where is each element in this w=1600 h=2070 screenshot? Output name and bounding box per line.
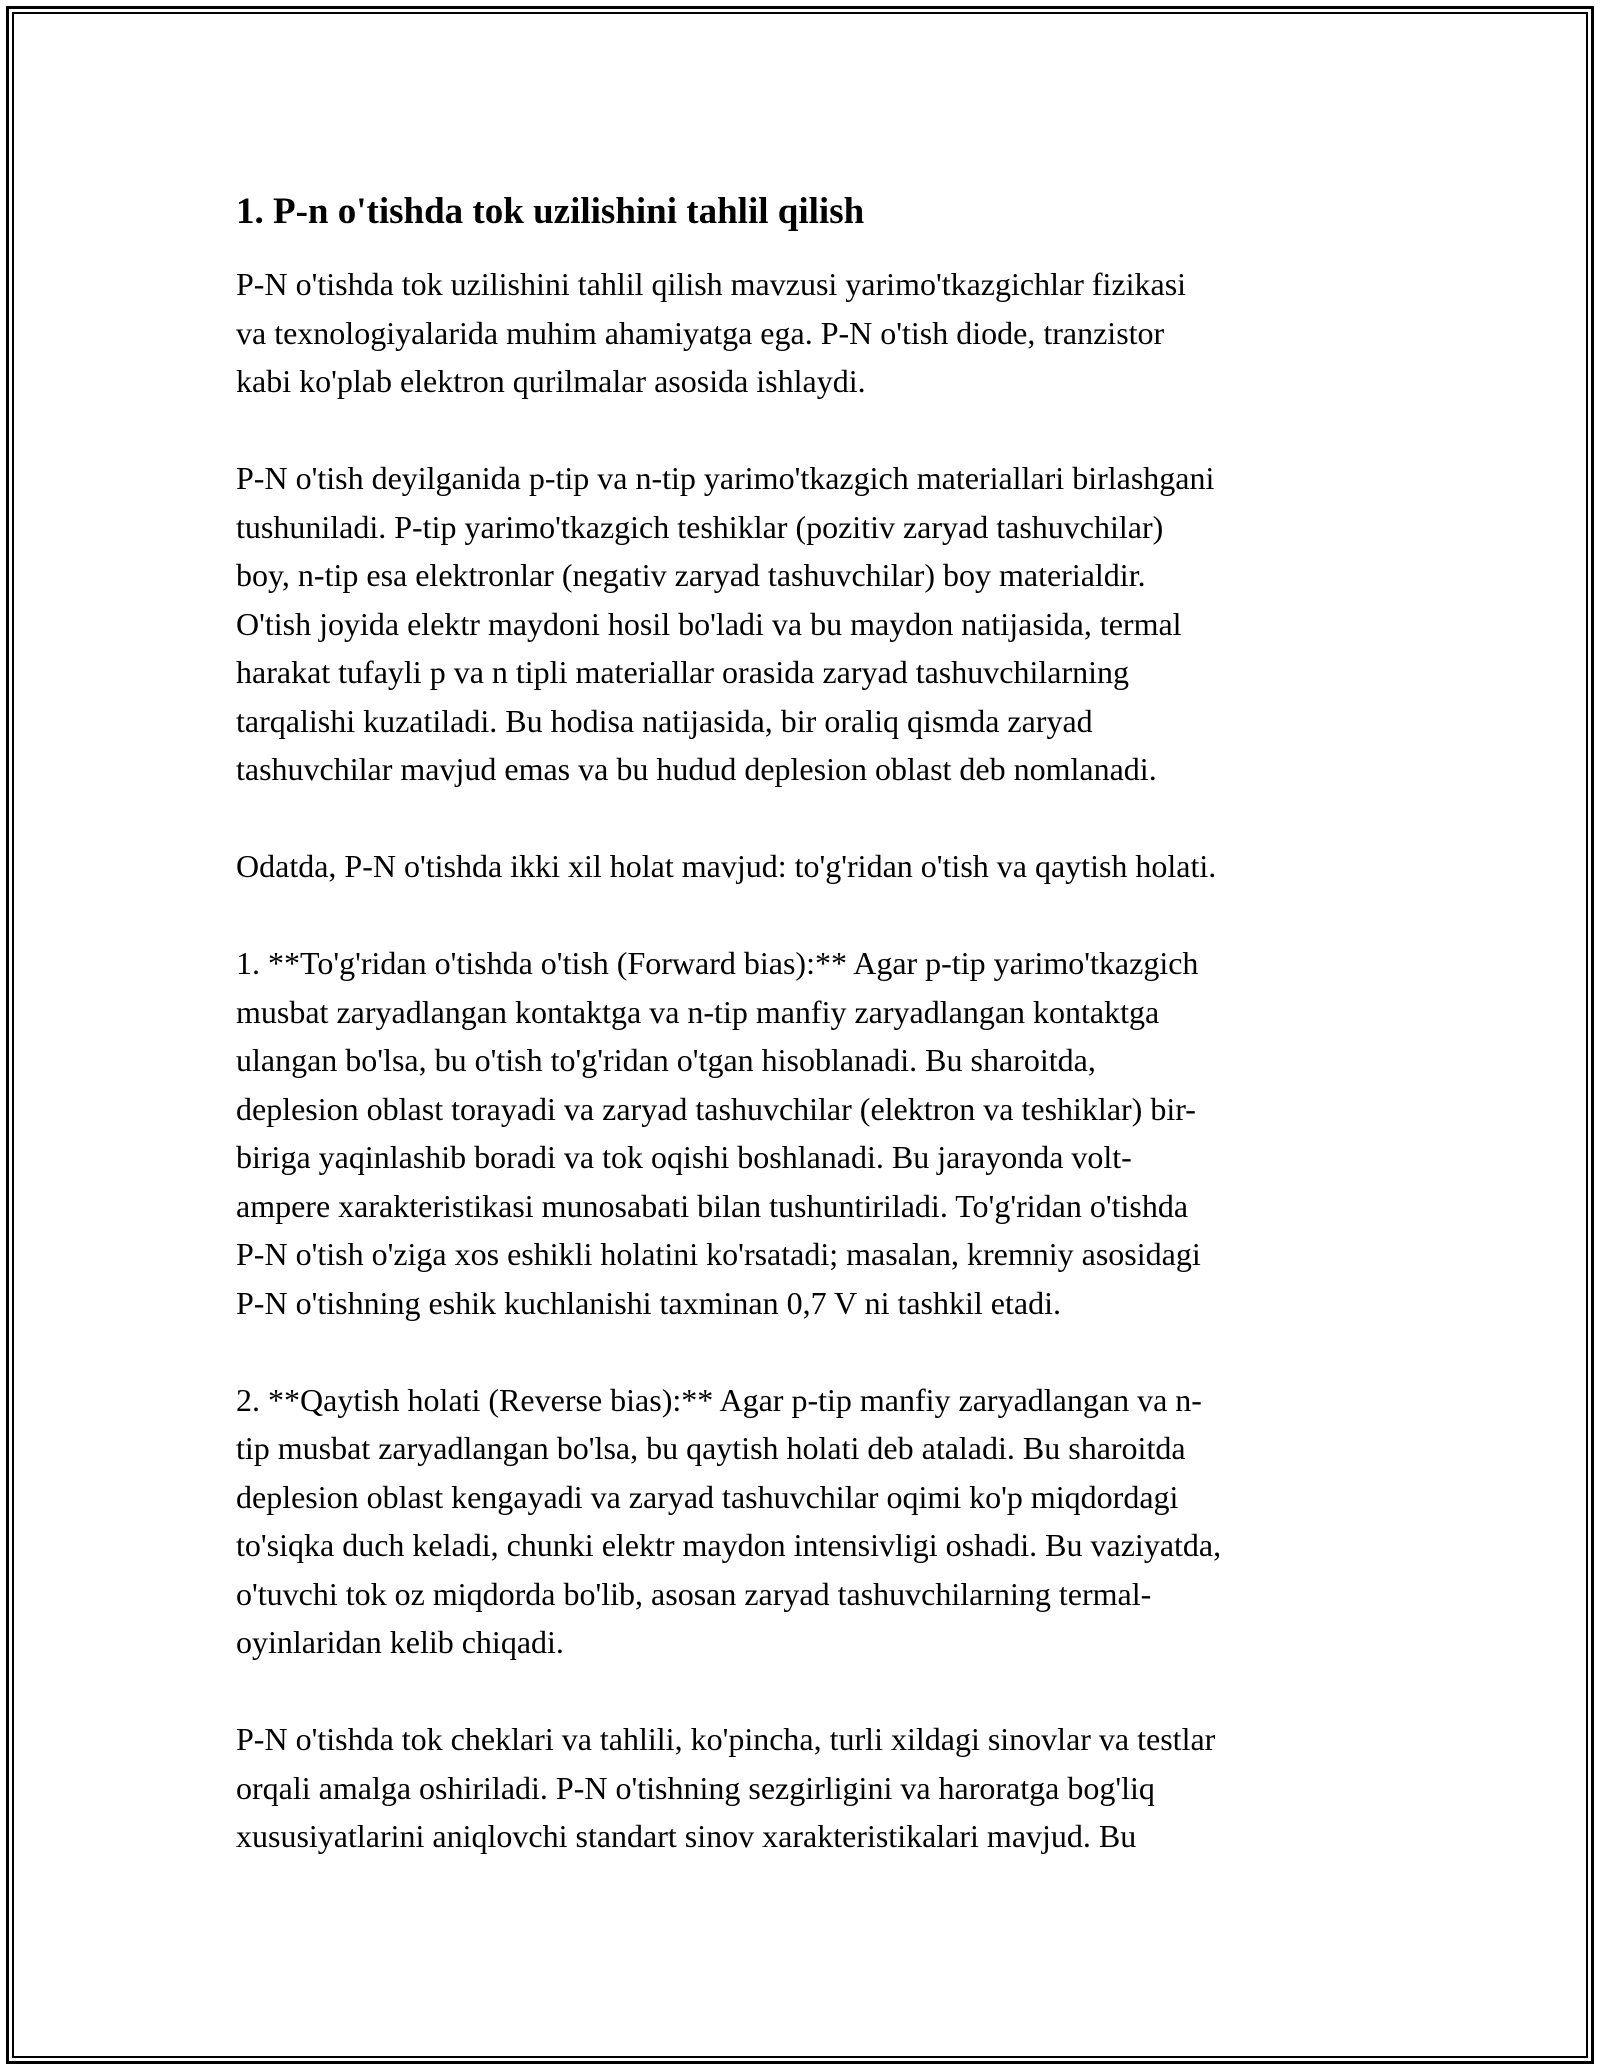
text-line: tarqalishi kuzatiladi. Bu hodisa natijasida, bir oraliq qismda zaryad: [236, 702, 1093, 739]
text-line: va texnologiyalarida muhim ahamiyatga ega. P-N o'tish diode, tranzistor: [236, 314, 1165, 351]
text-line: Odatda, P-N o'tishda ikki xil holat mavjud: to'g'ridan o'tish va qaytish holati.: [236, 848, 1217, 884]
text-line: xususiyatlarini aniqlovchi standart sinov xarakteristikalari mavjud. Bu: [236, 1818, 1137, 1854]
text-line: tashuvchilar mavjud emas va bu hudud deplesion oblast deb nomlanadi.: [236, 751, 1157, 787]
text-line: deplesion oblast torayadi va zaryad tashuvchilar (elektron va teshiklar) bir-: [236, 1090, 1196, 1127]
text-line: kabi ko'plab elektron qurilmalar asosida ishlaydi.: [236, 363, 866, 399]
text-line: 2. **Qaytish holati (Reverse bias):** Agar p-tip manfiy zaryadlangan va n-: [236, 1381, 1202, 1418]
text-line: to'siqka duch keladi, chunki elektr maydon intensivligi oshadi. Bu vaziyatda,: [236, 1527, 1222, 1563]
paragraph-reverse-bias: [236, 1376, 1366, 1667]
text-line: P-N o'tish o'ziga xos eshikli holatini ko'rsatadi; masalan, kremniy asosidagi: [236, 1236, 1201, 1272]
text-line: P-N o'tishda tok cheklari va tahlili, ko'pincha, turli xildagi sinovlar va testlar: [236, 1721, 1216, 1757]
section-heading: 1. P-n o'tishda tok uzilishini tahlil qilish: [236, 191, 865, 232]
text-line: biriga yaqinlashib boradi va tok oqishi boshlanadi. Bu jarayonda volt-: [236, 1139, 1132, 1175]
text-line: harakat tufayli p va n tipli materiallar orasida zaryad tashuvchilarning: [236, 654, 1129, 690]
text-line: orqali amalga oshiriladi. P-N o'tishning sezgirligini va haroratga bog'liq: [236, 1769, 1155, 1806]
paragraph-definition: [236, 454, 1366, 794]
text-line: musbat zaryadlangan kontaktga va n-tip manfiy zaryadlangan kontaktga: [236, 993, 1160, 1030]
text-line: oyinlaridan kelib chiqadi.: [236, 1624, 564, 1660]
paragraph-states: [236, 842, 1366, 891]
text-line: P-N o'tishda tok uzilishini tahlil qilish mavzusi yarimo'tkazgichlar fizikasi: [236, 266, 1187, 302]
text-line: ulangan bo'lsa, bu o'tish to'g'ridan o'tgan hisoblanadi. Bu sharoitda,: [236, 1042, 1096, 1078]
text-line: o'tuvchi tok oz miqdorda bo'lib, asosan zaryad tashuvchilarning termal-: [236, 1575, 1152, 1612]
paragraph-testing: [236, 1715, 1366, 1861]
text-line: P-N o'tish deyilganida p-tip va n-tip yarimo'tkazgich materiallari birlashgani: [236, 460, 1215, 496]
text-line: tushuniladi. P-tip yarimo'tkazgich teshiklar (pozitiv zaryad tashuvchilar): [236, 508, 1164, 545]
text-line: O'tish joyida elektr maydoni hosil bo'ladi va bu maydon natijasida, termal: [236, 605, 1182, 642]
text-line: 1. **To'g'ridan o'tishda o'tish (Forward bias):** Agar p-tip yarimo'tkazgich: [236, 945, 1199, 981]
text-line: P-N o'tishning eshik kuchlanishi taxminan 0,7 V ni tashkil etadi.: [236, 1284, 1061, 1321]
text-line: tip musbat zaryadlangan bo'lsa, bu qaytish holati deb ataladi. Bu sharoitda: [236, 1430, 1186, 1466]
paragraph-intro: [236, 260, 1366, 406]
text-line: ampere xarakteristikasi munosabati bilan tushuntiriladi. To'g'ridan o'tishda: [236, 1187, 1189, 1224]
text-line: boy, n-tip esa elektronlar (negativ zaryad tashuvchilar) boy materialdir.: [236, 557, 1146, 593]
document-body: [236, 188, 1366, 1909]
text-line: deplesion oblast kengayadi va zaryad tashuvchilar oqimi ko'p miqdordagi: [236, 1478, 1179, 1515]
paragraph-forward-bias: [236, 939, 1366, 1327]
